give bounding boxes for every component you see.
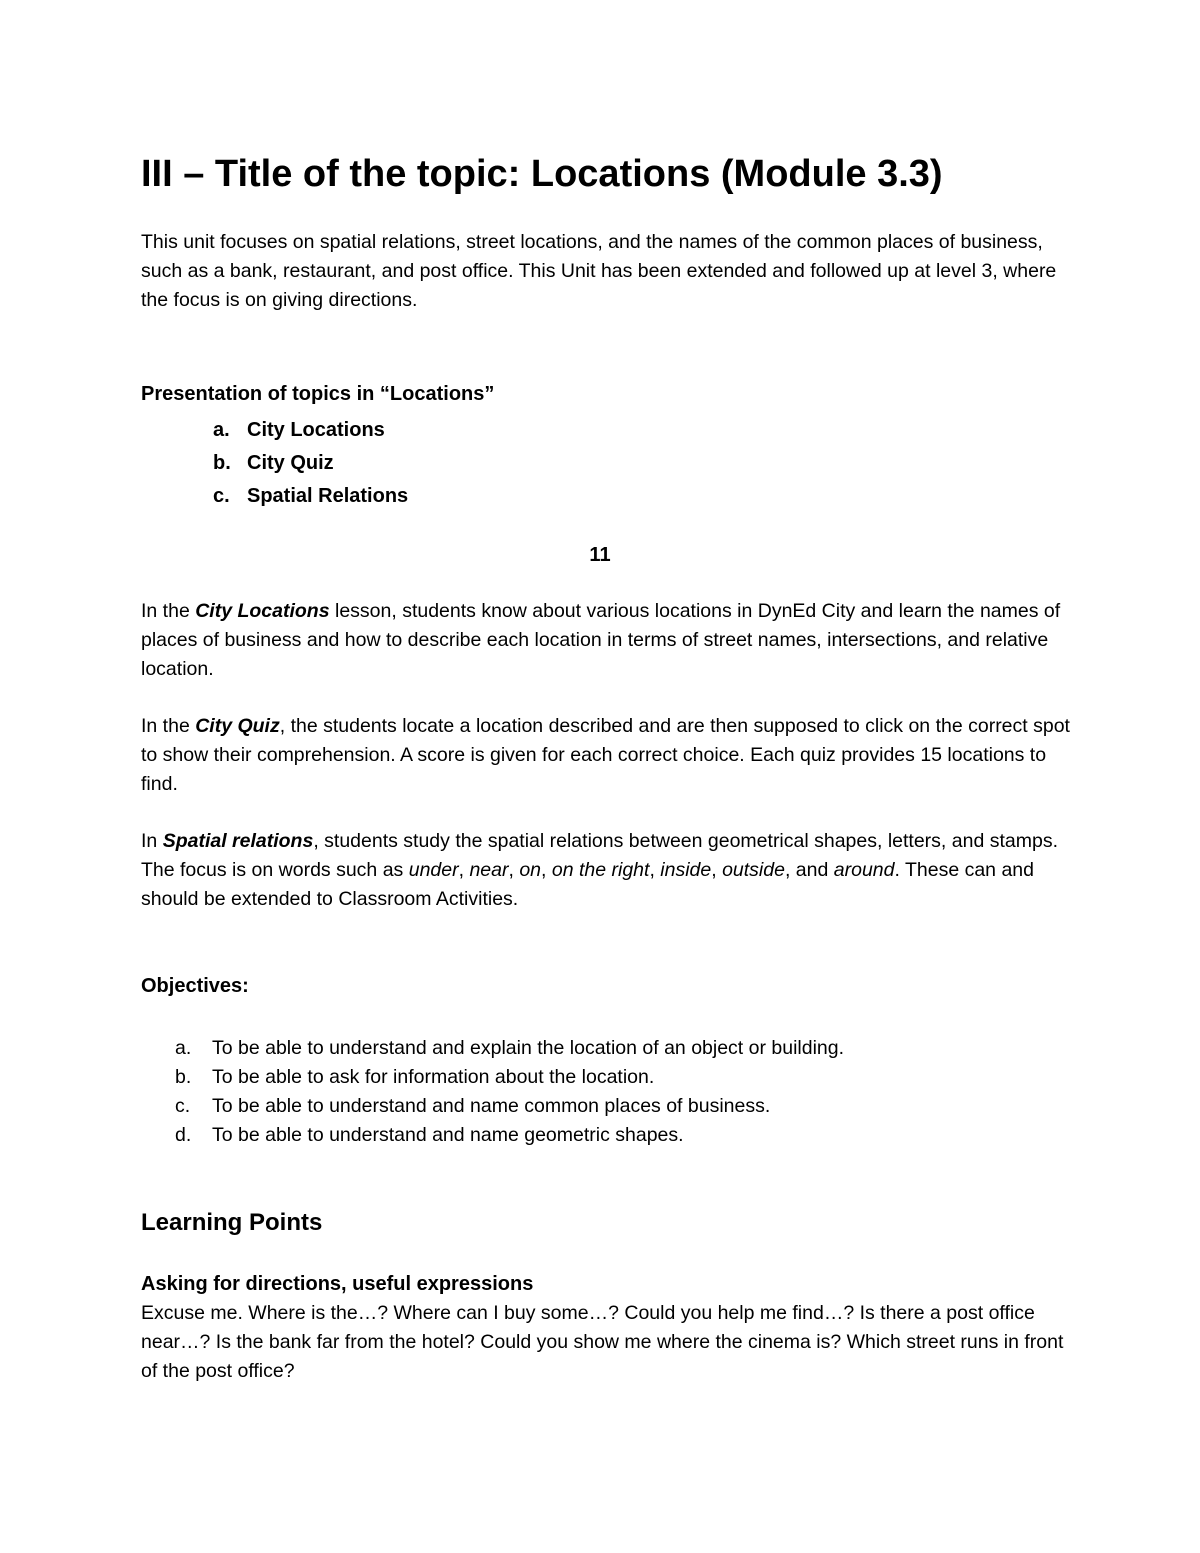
- text-run: , students study the spatial relations between geometrical shapes, letters, and stamps. The focus is on words such as: [141, 830, 1058, 881]
- list-item: [213, 480, 408, 513]
- example-word: near: [469, 859, 509, 881]
- spatial-relations-paragraph: [141, 827, 1071, 914]
- example-word: outside: [722, 859, 785, 881]
- objective-text: To be able to understand and explain the location of an object or building.: [212, 1037, 845, 1059]
- list-marker: c.: [213, 485, 230, 507]
- document-title: III – Title of the topic: Locations (Module 3.3): [141, 153, 943, 195]
- list-item: [213, 447, 408, 480]
- objective-text: To be able to understand and name geometric shapes.: [212, 1124, 684, 1146]
- learning-points-heading: Learning Points: [141, 1209, 323, 1236]
- emphasis-city-locations: City Locations: [195, 600, 330, 622]
- list-item: [175, 1092, 844, 1121]
- list-marker: a.: [175, 1037, 192, 1059]
- text-run: ,: [649, 859, 661, 881]
- emphasis-spatial-relations: Spatial relations: [162, 830, 314, 852]
- list-item: [213, 414, 408, 447]
- text-run: , the students locate a location described and are then supposed to click on the correct spot to show their comprehension. A score is given for each correct choice. Each quiz provides 15 locations to find.: [141, 715, 1070, 795]
- text-run: , and: [784, 859, 834, 881]
- directions-paragraph: Excuse me. Where is the…? Where can I buy some…? Could you help me find…? Is there a post office near…? Is the bank far from the hotel? Could you show me where the cinema is? Which street runs in front of the post office?: [141, 1302, 1064, 1382]
- text-run: lesson, students know about various locations in DynEd City and learn the names of places of business and how to describe each location in terms of street names, intersections, and relative location.: [141, 600, 1061, 680]
- objective-text: To be able to ask for information about the location.: [212, 1066, 655, 1088]
- city-locations-paragraph: [141, 597, 1071, 684]
- emphasis-city-quiz: City Quiz: [195, 715, 280, 737]
- presentation-heading: Presentation of topics in “Locations”: [141, 383, 495, 405]
- objectives-list: [175, 1034, 844, 1150]
- text-run: ,: [711, 859, 723, 881]
- example-word: on the right: [551, 859, 650, 881]
- example-word: inside: [660, 859, 712, 881]
- topics-list: [213, 414, 408, 513]
- page-number: 11: [589, 544, 611, 566]
- example-word: under: [408, 859, 459, 881]
- objectives-heading: Objectives:: [141, 975, 249, 997]
- example-word: on: [519, 859, 542, 881]
- intro-paragraph: This unit focuses on spatial relations, street locations, and the names of the common places of business, such as a bank, restaurant, and post office. This Unit has been extended and followed up at level 3, where the focus is on giving directions.: [141, 231, 1057, 311]
- list-item: [175, 1034, 844, 1063]
- objective-text: To be able to understand and name common places of business.: [212, 1095, 771, 1117]
- list-marker: b.: [175, 1066, 192, 1088]
- topic-city-locations: City Locations: [247, 419, 385, 441]
- text-run: ,: [541, 859, 552, 881]
- topic-city-quiz: City Quiz: [247, 452, 334, 474]
- list-marker: b.: [213, 452, 231, 474]
- text-run: . These can and should be extended to Classroom Activities.: [141, 859, 1034, 910]
- text-run: ,: [508, 859, 520, 881]
- city-quiz-paragraph: [141, 712, 1071, 799]
- example-word: around: [833, 859, 895, 881]
- text-run: In: [141, 830, 163, 852]
- list-marker: c.: [175, 1095, 191, 1117]
- topic-spatial-relations: Spatial Relations: [247, 485, 409, 507]
- list-item: [175, 1121, 844, 1150]
- list-marker: d.: [175, 1124, 192, 1146]
- text-run: In the: [141, 715, 196, 737]
- list-marker: a.: [213, 419, 230, 441]
- text-run: In the: [141, 600, 196, 622]
- directions-subheading: Asking for directions, useful expressions: [141, 1273, 534, 1295]
- list-item: [175, 1063, 844, 1092]
- text-run: ,: [458, 859, 470, 881]
